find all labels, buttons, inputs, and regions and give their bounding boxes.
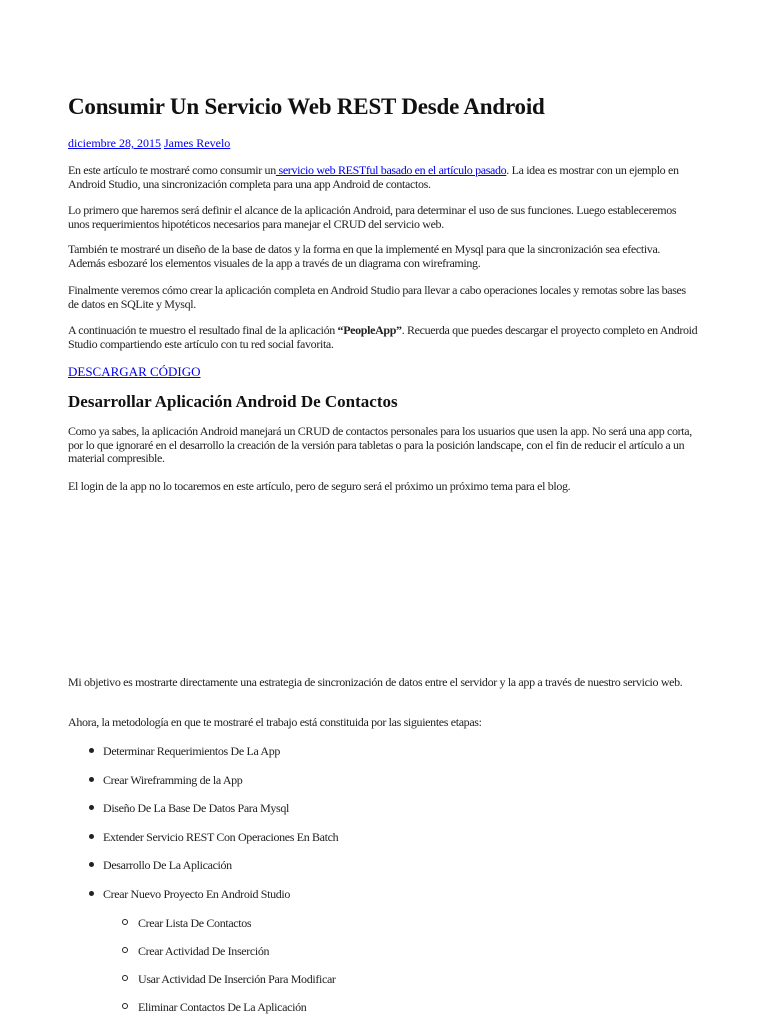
- list-item: Extender Servicio REST Con Operaciones En Batch: [68, 830, 338, 859]
- author-link[interactable]: James Revelo: [163, 136, 231, 150]
- intro-text-1: En este artículo te mostraré como consumir un: [68, 163, 276, 177]
- article-meta: [68, 136, 230, 151]
- intro-paragraph-5: [68, 324, 698, 351]
- list-item: Crear Wireframming de la App: [68, 773, 338, 802]
- section-paragraph-1: Como ya sabes, la aplicación Android manejará un CRUD de contactos personales para los usuarios que usen la app. No será una app corta, por lo que ignoraré en el desarrollo la creación de la versión para tabletas o para la posición landscape, con el fin de reducir el artículo a un material compresible.: [68, 424, 692, 465]
- restful-service-link[interactable]: servicio web RESTful basado en el artículo pasado: [275, 163, 507, 177]
- section-paragraph-2: El login de la app no lo tocaremos en este artículo, pero de seguro será el próximo un próximo tema para el blog.: [68, 479, 571, 493]
- sub-list-item: Usar Actividad De Inserción Para Modificar: [103, 972, 336, 1000]
- list-item: Diseño De La Base De Datos Para Mysql: [68, 801, 338, 830]
- section-paragraph-3: Mi objetivo es mostrarte directamente una estrategia de sincronización de datos entre el servidor y la app a través de nuestro servicio web.: [68, 675, 683, 689]
- intro-paragraph-2: Lo primero que haremos será definir el alcance de la aplicación Android, para determinar el uso de sus funciones. Luego estableceremos unos requerimientos hipotéticos necesarios para manejar el CRUD del servicio web.: [68, 203, 677, 231]
- sub-list-item: Crear Lista De Contactos: [103, 916, 336, 944]
- date-link[interactable]: diciembre 28, 2015: [68, 136, 161, 150]
- intro-paragraph-4: Finalmente veremos cómo crear la aplicación completa en Android Studio para llevar a cabo operaciones locales y remotas sobre las bases de datos en SQLite y Mysql.: [68, 283, 686, 311]
- sub-list-item: Eliminar Contactos De La Aplicación: [103, 1000, 336, 1028]
- section-heading: Desarrollar Aplicación Android De Contactos: [68, 392, 398, 411]
- intro-text-5-end: . Recuerda que puedes descargar el proyecto completo en Android Studio compartiendo este artículo con tu red social favorita.: [68, 323, 698, 351]
- intro-paragraph-1: [68, 164, 698, 191]
- intro-text-5: A continuación te muestro el resultado final de la aplicación: [68, 323, 338, 337]
- list-item: Determinar Requerimientos De La App: [68, 744, 338, 773]
- steps-list: [68, 744, 338, 916]
- list-item: Crear Nuevo Proyecto En Android Studio: [68, 887, 338, 916]
- intro-text-1-end: . La idea es mostrar con un ejemplo en Android Studio, una sincronización completa para una app Android de contactos.: [68, 163, 679, 191]
- article-title: Consumir Un Servicio Web REST Desde Android: [68, 94, 545, 119]
- download-code-link[interactable]: DESCARGAR CÓDIGO: [68, 364, 201, 379]
- section-paragraph-4: Ahora, la metodología en que te mostraré el trabajo está constituida por las siguientes etapas:: [68, 715, 482, 729]
- sub-list-item: Crear Actividad De Inserción: [103, 944, 336, 972]
- substeps-list: [103, 916, 336, 1028]
- app-name: “PeopleApp”: [337, 323, 402, 337]
- list-item: Desarrollo De La Aplicación: [68, 858, 338, 887]
- intro-paragraph-3: También te mostraré un diseño de la base de datos y la forma en que la implementé en Mysql para que la sincronización sea efectiva. Además esbozaré los elementos visuales de la app a través de un diagrama con wireframing.: [68, 242, 661, 270]
